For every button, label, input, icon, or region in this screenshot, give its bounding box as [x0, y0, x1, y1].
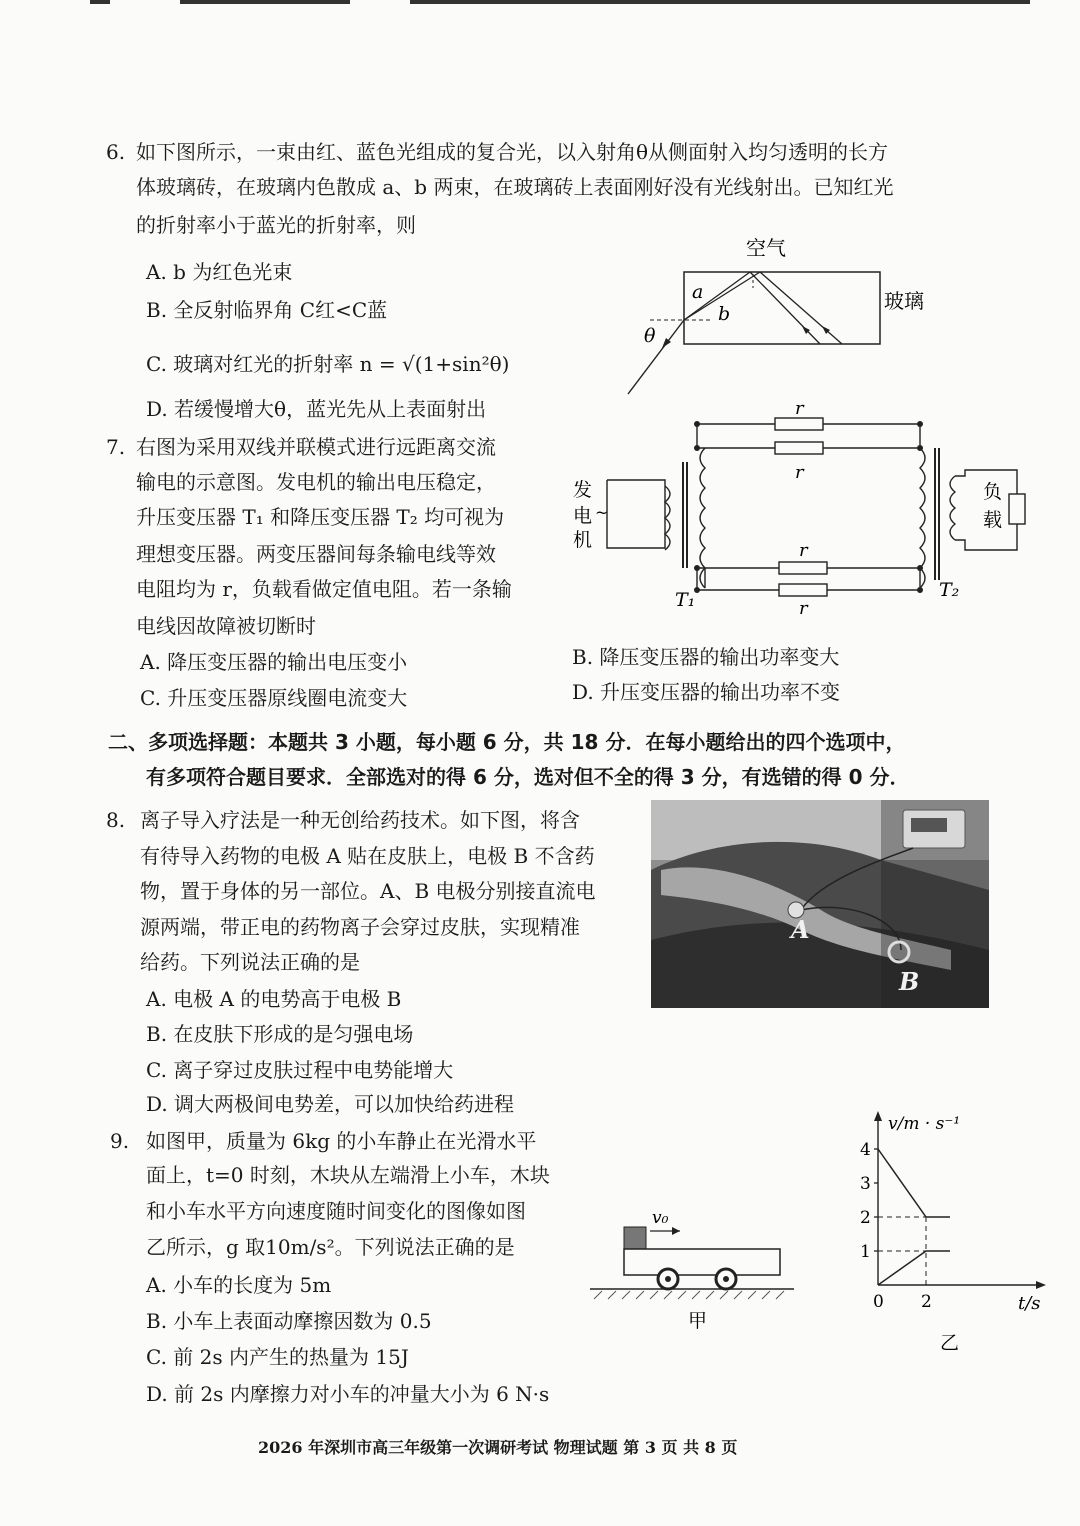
question-9-number: 9. [110, 1129, 130, 1153]
generator-label: 电 [573, 505, 593, 527]
question-8-stem-line: 给药。下列说法正确的是 [140, 950, 360, 974]
question-9-stem-line: 面上，t=0 时刻，木块从左端滑上小车，木块 [146, 1163, 550, 1187]
question-9-option-d: D. 前 2s 内摩擦力对小车的冲量大小为 6 N·s [146, 1382, 550, 1406]
section-2-heading: 有多项符合题目要求．全部选对的得 6 分，选对但不全的得 3 分，有选错的得 0 分． [146, 765, 910, 789]
resistor-label: r [799, 540, 808, 561]
x-tick-label: 2 [921, 1292, 932, 1312]
glass-refraction-figure [610, 230, 950, 400]
question-7-option-b: B. 降压变压器的输出功率变大 [572, 645, 840, 669]
question-7-stem-line: 升压变压器 T₁ 和降压变压器 T₂ 均可视为 [136, 505, 505, 529]
load-label: 载 [983, 509, 1003, 531]
question-9-stem-line: 和小车水平方向速度随时间变化的图像如图 [146, 1199, 526, 1223]
y-tick-label: 2 [860, 1208, 871, 1228]
question-7-stem-line: 电线因故障被切断时 [136, 614, 316, 638]
question-8-number: 8. [106, 808, 126, 832]
question-9-option-c: C. 前 2s 内产生的热量为 15J [146, 1345, 409, 1369]
question-8-stem-line: 源两端，带正电的药物离子会穿过皮肤，实现精准 [140, 915, 580, 939]
question-8-option-c: C. 离子穿过皮肤过程中电势能增大 [146, 1058, 454, 1082]
resistor-label: r [795, 400, 804, 419]
iontophoresis-photo [651, 800, 989, 1008]
question-9-option-a: A. 小车的长度为 5m [146, 1273, 332, 1297]
t2-label: T₂ [939, 579, 960, 601]
scan-mark [90, 0, 110, 4]
section-2-heading: 二、多项选择题：本题共 3 小题，每小题 6 分，共 18 分．在每小题给出的四个选项中， [108, 730, 906, 754]
question-6-stem-line: 体玻璃砖，在玻璃内色散成 a、b 两束，在玻璃砖上表面刚好没有光线射出。已知红光 [136, 175, 894, 199]
theta-label: θ [644, 325, 656, 347]
question-7-option-d: D. 升压变压器的输出功率不变 [572, 680, 841, 704]
air-label: 空气 [746, 236, 786, 260]
velocity-time-chart [850, 1105, 1050, 1360]
question-6-stem-line: 的折射率小于蓝光的折射率，则 [136, 213, 416, 237]
question-8-stem-line: 物，置于身体的另一部位。A、B 电极分别接直流电 [140, 879, 596, 903]
figure-yi-caption: 乙 [940, 1332, 960, 1354]
question-8-option-d: D. 调大两极间电势差，可以加快给药进程 [146, 1092, 515, 1116]
ray-b-label: b [718, 303, 731, 325]
question-9-stem-line: 乙所示，g 取10m/s²。下列说法正确的是 [146, 1235, 515, 1259]
transmission-circuit-figure [565, 400, 1035, 620]
series-line-2 [878, 1251, 950, 1285]
question-9-option-b: B. 小车上表面动摩擦因数为 0.5 [146, 1309, 432, 1333]
cart-figure-jia [588, 1195, 798, 1335]
question-6-option-a: A. b 为红色光束 [146, 260, 293, 284]
y-tick-label: 3 [860, 1174, 871, 1194]
y-tick-label: 4 [860, 1140, 871, 1160]
y-tick-label: 1 [860, 1242, 871, 1262]
generator-label: 机 [573, 529, 593, 551]
y-axis-label: v/m · s⁻¹ [888, 1114, 961, 1134]
glass-label: 玻璃 [884, 289, 924, 313]
electrode-a-label: A [791, 915, 810, 944]
scan-mark [410, 0, 1030, 4]
question-9-stem-line: 如图甲，质量为 6kg 的小车静止在光滑水平 [146, 1129, 537, 1153]
page-footer: 2026 年深圳市高三年级第一次调研考试 物理试题 第 3 页 共 8 页 [258, 1438, 738, 1457]
question-8-stem-line: 离子导入疗法是一种无创给药技术。如下图，将含 [140, 808, 580, 832]
t1-label: T₁ [675, 589, 696, 611]
question-7-stem-line: 理想变压器。两变压器间每条输电线等效 [136, 542, 496, 566]
generator-label: 发 [573, 479, 593, 501]
question-7-option-a: A. 降压变压器的输出电压变小 [140, 650, 408, 674]
question-6-number: 6. [106, 140, 126, 164]
resistor-label: r [795, 462, 804, 483]
question-6-option-c: C. 玻璃对红光的折射率 n = √(1+sin²θ) [146, 352, 510, 376]
series-line-1 [878, 1149, 950, 1217]
question-7-stem-line: 右图为采用双线并联模式进行远距离交流 [136, 435, 496, 459]
question-7-number: 7. [106, 435, 126, 459]
electrode-b-label: B [899, 967, 920, 996]
v0-label: v₀ [652, 1208, 669, 1228]
question-8-option-b: B. 在皮肤下形成的是匀强电场 [146, 1022, 414, 1046]
scan-mark [180, 0, 350, 4]
resistor-label: r [799, 598, 808, 619]
question-6-option-d: D. 若缓慢增大θ，蓝光先从上表面射出 [146, 397, 487, 421]
figure-jia-caption: 甲 [688, 1310, 708, 1332]
load-label: 负 [983, 481, 1003, 503]
svg-text:~: ~ [595, 503, 609, 522]
x-axis-label: t/s [1018, 1293, 1041, 1314]
question-7-stem-line: 输电的示意图。发电机的输出电压稳定， [136, 470, 496, 494]
question-8-stem-line: 有待导入药物的电极 A 贴在皮肤上，电极 B 不含药 [140, 844, 595, 868]
question-6-option-b: B. 全反射临界角 C红<C蓝 [146, 298, 388, 322]
ray-a-label: a [692, 281, 704, 303]
question-8-option-a: A. 电极 A 的电势高于电极 B [146, 987, 402, 1011]
question-6-stem-line: 如下图所示，一束由红、蓝色光组成的复合光，以入射角θ从侧面射入均匀透明的长方 [136, 140, 889, 164]
question-7-stem-line: 电阻均为 r，负载看做定值电阻。若一条输 [136, 577, 512, 601]
question-7-option-c: C. 升压变压器原线圈电流变大 [140, 686, 408, 710]
x-tick-label: 0 [873, 1292, 884, 1312]
